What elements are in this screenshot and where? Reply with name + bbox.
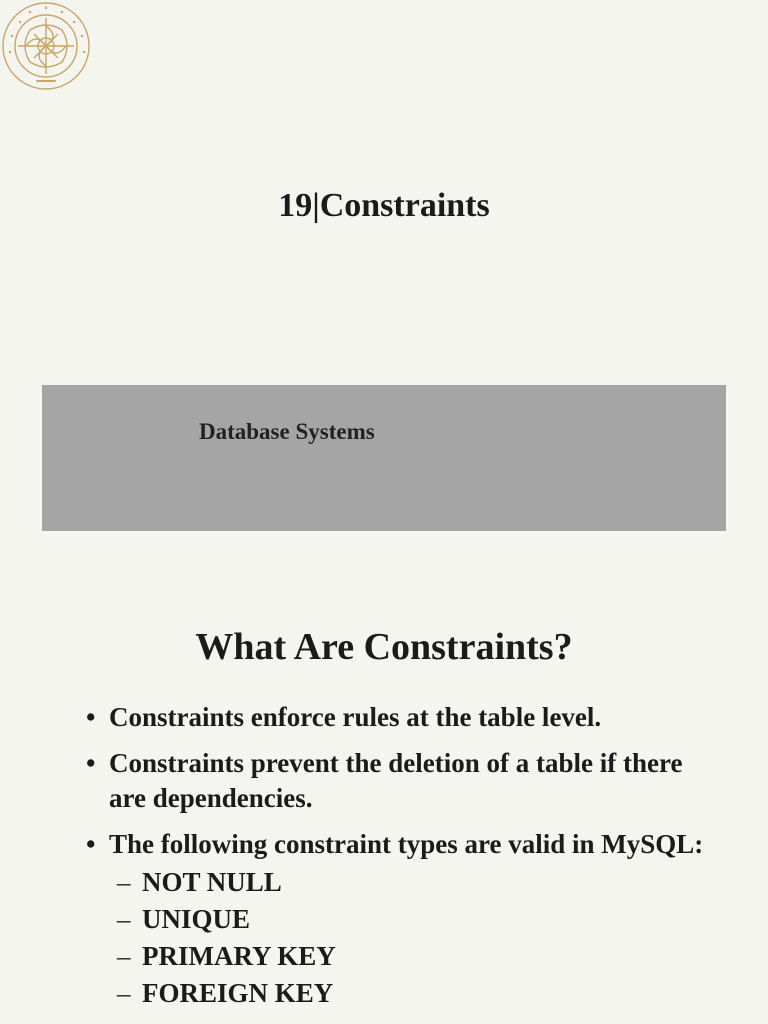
constraint-type-item <box>109 938 706 975</box>
dash-mark: – <box>117 904 131 934</box>
bullet-mark: • <box>86 748 96 778</box>
course-banner <box>42 385 726 531</box>
constraint-type-label: NOT NULL <box>142 867 282 897</box>
bullet-mark: • <box>86 829 96 859</box>
bullet-item <box>86 700 706 735</box>
constraint-type-list <box>109 864 706 1012</box>
slide-title: What Are Constraints? <box>195 626 573 668</box>
dash-mark: – <box>117 941 131 971</box>
constraint-type-label: FOREIGN KEY <box>142 978 334 1008</box>
dash-mark: – <box>117 978 131 1008</box>
constraint-type-item <box>109 901 706 938</box>
deck-title: 19|Constraints <box>278 187 490 224</box>
university-seal-icon <box>0 0 92 92</box>
bullet-mark: • <box>86 702 96 732</box>
bullet-list <box>86 700 706 1023</box>
dash-mark: – <box>117 867 131 897</box>
bullet-item <box>86 827 706 1012</box>
constraint-type-item <box>109 864 706 901</box>
constraint-type-item <box>109 975 706 1012</box>
bullet-text: Constraints prevent the deletion of a table if there are dependencies. <box>109 748 683 813</box>
constraint-type-label: UNIQUE <box>142 904 251 934</box>
bullet-text: The following constraint types are valid in MySQL: <box>109 829 704 859</box>
course-name: Database Systems <box>199 419 375 444</box>
constraint-type-label: PRIMARY KEY <box>142 941 336 971</box>
bullet-text: Constraints enforce rules at the table level. <box>109 702 602 732</box>
bullet-item <box>86 746 706 816</box>
